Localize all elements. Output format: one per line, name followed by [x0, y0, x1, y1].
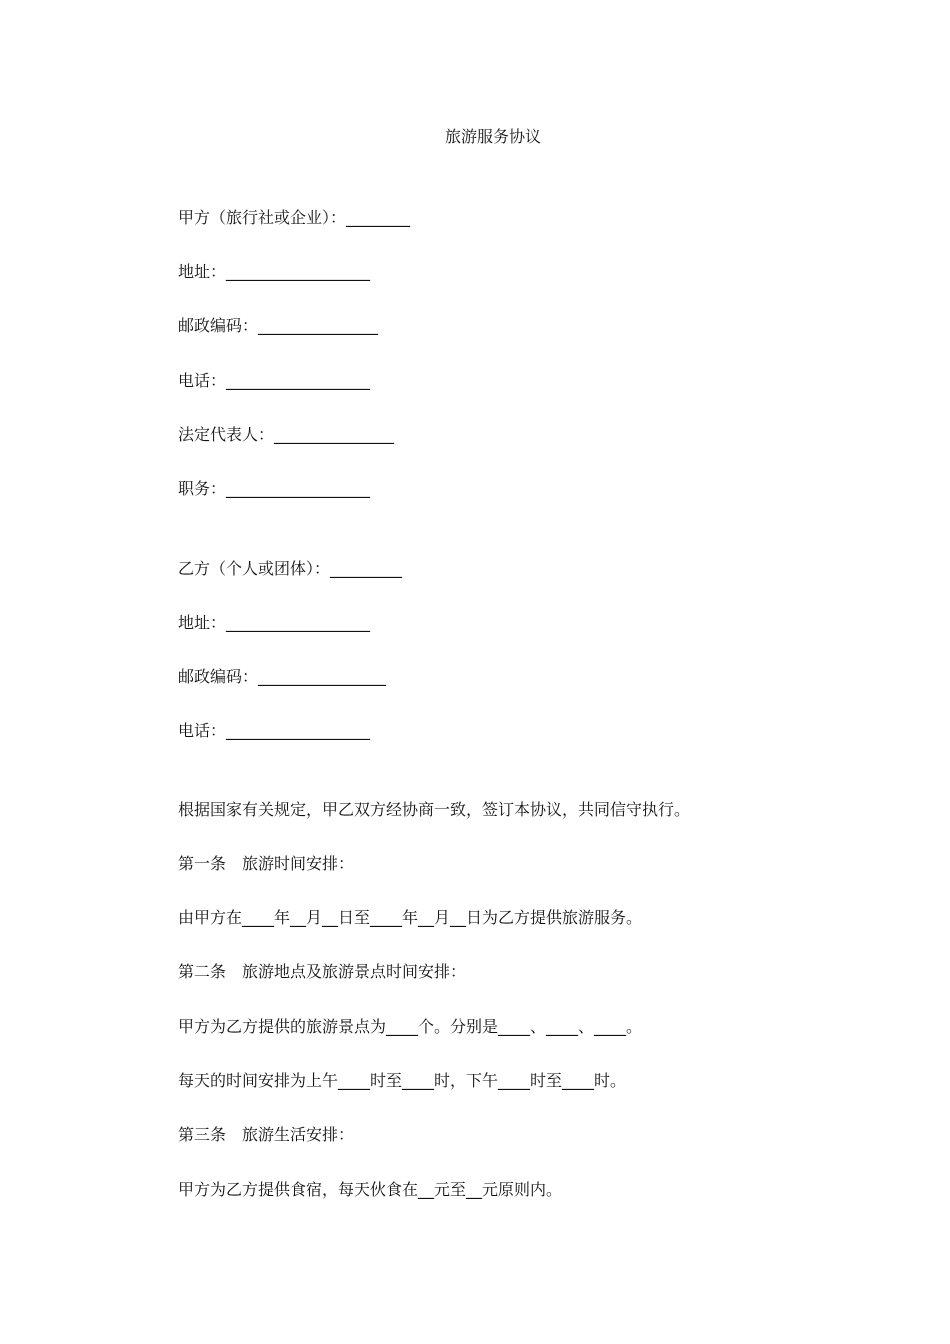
- party-a-phone-line: 电话：__________________: [178, 371, 371, 390]
- party-b-name-line: 乙方（个人或团体）：_________: [178, 559, 403, 578]
- article-2-heading: 第二条 旅游地点及旅游景点时间安排：: [178, 962, 467, 981]
- party-a-legal-rep-line: 法定代表人：_______________: [178, 425, 395, 444]
- document-title: 旅游服务协议: [444, 127, 541, 146]
- article-2-text-1: 甲方为乙方提供的旅游景点为____个。分别是____、____、____。: [178, 1017, 643, 1036]
- article-1-heading: 第一条 旅游时间安排：: [178, 854, 355, 873]
- party-a-postcode-line: 邮政编码：_______________: [178, 316, 379, 335]
- article-3-heading: 第三条 旅游生活安排：: [178, 1125, 355, 1144]
- party-b-postcode-line: 邮政编码：________________: [178, 667, 387, 686]
- party-b-phone-line: 电话：__________________: [178, 721, 371, 740]
- party-a-name-line: 甲方（旅行社或企业）：________: [178, 208, 411, 227]
- article-2-text-2: 每天的时间安排为上午____时至____时，下午____时至____时。: [178, 1071, 627, 1090]
- preamble-paragraph: 根据国家有关规定，甲乙双方经协商一致，签订本协议，共同信守执行。: [178, 800, 691, 819]
- article-1-text: 由甲方在____年__月__日至____年__月__日为乙方提供旅游服务。: [178, 908, 643, 927]
- party-a-position-line: 职务：__________________: [178, 479, 371, 498]
- party-b-address-line: 地址：__________________: [178, 613, 371, 632]
- article-3-text: 甲方为乙方提供食宿，每天伙食在__元至__元原则内。: [178, 1180, 563, 1199]
- party-a-address-line: 地址：__________________: [178, 262, 371, 281]
